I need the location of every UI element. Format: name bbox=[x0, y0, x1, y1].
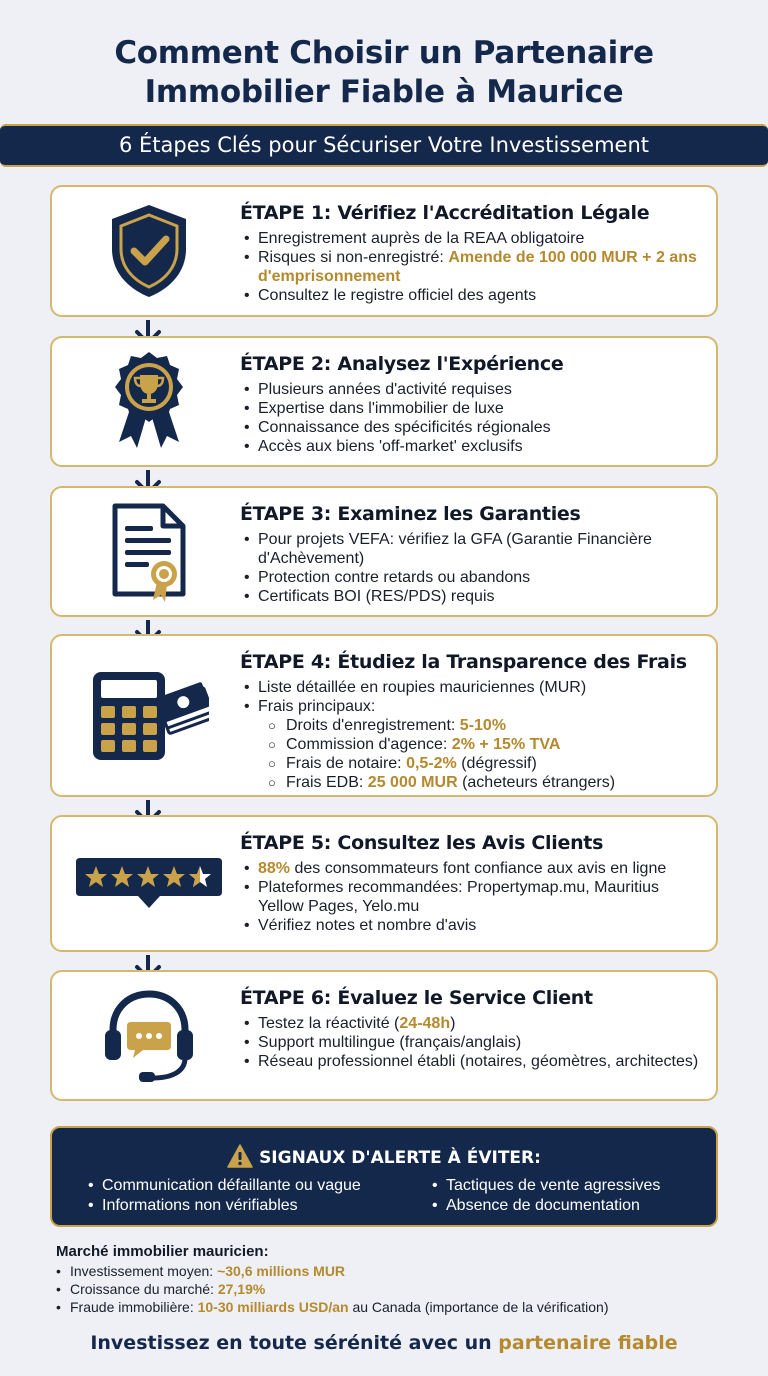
title-line-1: Comment Choisir un Partenaire bbox=[114, 35, 654, 71]
market-item: • Investissement moyen: ~30,6 millions MUR bbox=[56, 1262, 746, 1280]
step-title: ÉTAPE 4: Étudiez la Transparence des Frais bbox=[240, 651, 687, 673]
subtitle-banner: 6 Étapes Clés pour Sécuriser Votre Investissement bbox=[0, 124, 768, 167]
highlight-value: Amende de 100 000 MUR + 2 ans d'emprisonnement bbox=[258, 249, 697, 285]
fee-item: ○ Frais de notaire: 0,5-2% (dégressif) bbox=[240, 754, 702, 773]
step-title: ÉTAPE 6: Évaluez le Service Client bbox=[240, 987, 593, 1009]
shield-check-icon bbox=[70, 201, 228, 301]
step-bullet: • Risques si non-enregistré: Amende de 100 000 MUR + 2 ans d'emprisonnement bbox=[240, 248, 702, 286]
step-bullet: • Liste détaillée en roupies mauriciennes (MUR) bbox=[240, 678, 702, 697]
step-bullet: • Frais principaux: bbox=[240, 697, 702, 716]
title-line-2: Immobilier Fiable à Maurice bbox=[144, 74, 624, 110]
step-bullet: • Accès aux biens 'off-market' exclusifs bbox=[240, 437, 702, 456]
step-card-5 bbox=[50, 815, 718, 952]
fee-item: ○ Commission d'agence: 2% + 15% TVA bbox=[240, 735, 702, 754]
market-heading: Marché immobilier mauricien: bbox=[56, 1243, 269, 1260]
step-title: ÉTAPE 1: Vérifiez l'Accréditation Légale bbox=[240, 202, 650, 224]
step-bullet: • Réseau professionnel établi (notaires, géomètres, architectes) bbox=[240, 1052, 702, 1071]
certificate-document-icon bbox=[70, 502, 228, 602]
step-card-4 bbox=[50, 634, 718, 797]
step-bullet: • Consultez le registre officiel des agents bbox=[240, 286, 702, 305]
step-card-3 bbox=[50, 486, 718, 617]
market-stats bbox=[56, 1242, 746, 1316]
step-card-6 bbox=[50, 970, 718, 1101]
warning-item: • Informations non vérifiables bbox=[86, 1196, 361, 1216]
page-title bbox=[0, 34, 768, 112]
trophy-badge-icon bbox=[70, 352, 228, 452]
step-title: ÉTAPE 5: Consultez les Avis Clients bbox=[240, 832, 604, 854]
warning-item: • Tactiques de vente agressives bbox=[430, 1176, 660, 1196]
warning-icon bbox=[227, 1144, 253, 1168]
step-title: ÉTAPE 2: Analysez l'Expérience bbox=[240, 353, 564, 375]
warning-item: • Absence de documentation bbox=[430, 1196, 660, 1216]
market-item: • Croissance du marché: 27,19% bbox=[56, 1280, 746, 1298]
step-bullet: • Protection contre retards ou abandons bbox=[240, 568, 702, 587]
step-card-2 bbox=[50, 336, 718, 467]
step-bullet: • Vérifiez notes et nombre d'avis bbox=[240, 916, 702, 935]
warning-signals-box bbox=[50, 1126, 718, 1227]
step-bullet: • Connaissance des spécificités régionales bbox=[240, 418, 702, 437]
step-bullet: • Certificats BOI (RES/PDS) requis bbox=[240, 587, 702, 606]
step-bullet: • Enregistrement auprès de la REAA obligatoire bbox=[240, 229, 702, 248]
step-bullet: • Testez la réactivité (24-48h) bbox=[240, 1014, 702, 1033]
step-bullet: • 88% des consommateurs font confiance aux avis en ligne bbox=[240, 859, 702, 878]
step-bullet: • Pour projets VEFA: vérifiez la GFA (Garantie Financière d'Achèvement) bbox=[240, 530, 702, 568]
step-bullet: • Expertise dans l'immobilier de luxe bbox=[240, 399, 702, 418]
fee-item: ○ Frais EDB: 25 000 MUR (acheteurs étrangers) bbox=[240, 773, 702, 792]
fee-item: ○ Droits d'enregistrement: 5-10% bbox=[240, 716, 702, 735]
step-bullet: • Support multilingue (français/anglais) bbox=[240, 1033, 702, 1052]
market-item: • Fraude immobilière: 10-30 milliards USD/an au Canada (importance de la vérification) bbox=[56, 1298, 746, 1316]
warning-title: SIGNAUX D'ALERTE À ÉVITER: bbox=[52, 1144, 716, 1169]
star-rating-icon bbox=[70, 834, 228, 934]
footer-tagline: Investissez en toute sérénité avec un partenaire fiable bbox=[90, 1332, 678, 1354]
step-title: ÉTAPE 3: Examinez les Garanties bbox=[240, 503, 581, 525]
headset-chat-icon bbox=[70, 986, 228, 1086]
step-card-1 bbox=[50, 185, 718, 317]
step-bullet: • Plateformes recommandées: Propertymap.mu, Mauritius Yellow Pages, Yelo.mu bbox=[240, 878, 702, 916]
step-bullet: • Plusieurs années d'activité requises bbox=[240, 380, 702, 399]
calculator-money-icon bbox=[70, 666, 228, 766]
warning-item: • Communication défaillante ou vague bbox=[86, 1176, 361, 1196]
